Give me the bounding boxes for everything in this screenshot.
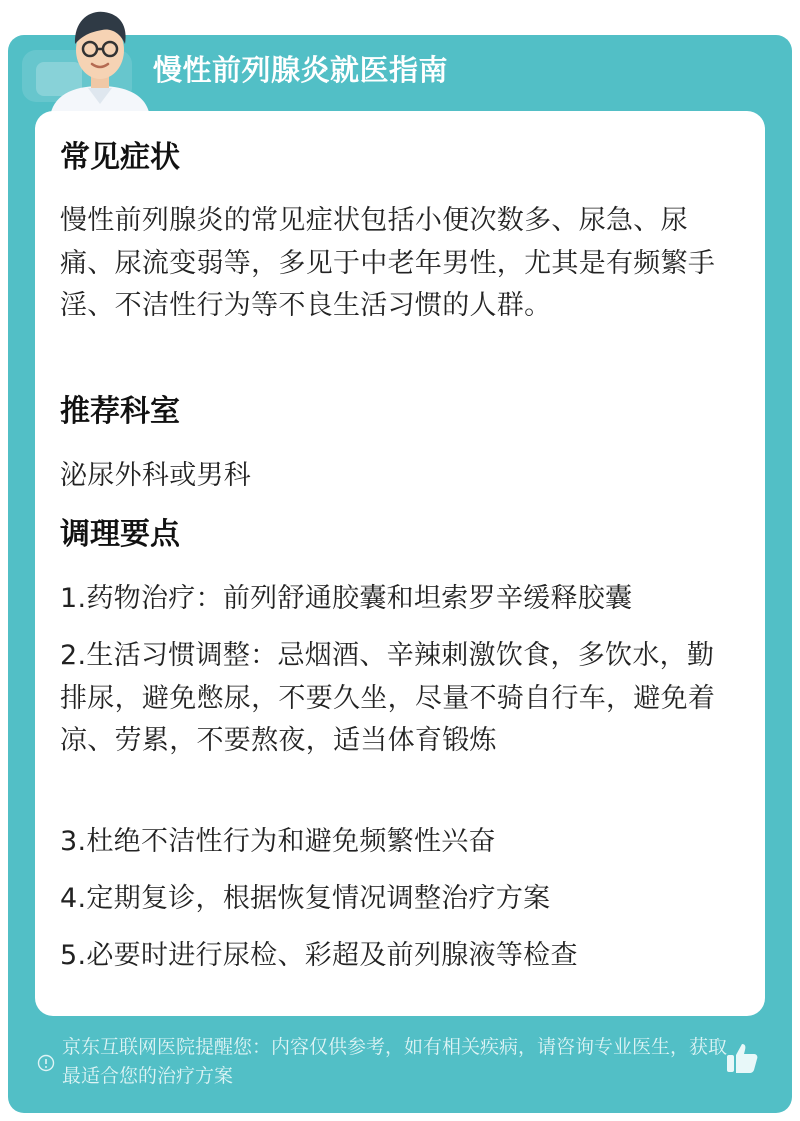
care-item: 2.生活习惯调整：忌烟酒、辛辣刺激饮食，多饮水，勤排尿，避免憋尿，不要久坐，尽量不骑自行车，避免着凉、劳累，不要熬夜，适当体育锻炼 [60,640,716,756]
thumbs-up-icon[interactable] [724,1040,760,1076]
content-card [35,111,765,1016]
disclaimer-text: 京东互联网医院提醒您：内容仅供参考，如有相关疾病，请咨询专业医生，获取最适合您的治疗方案 [62,1036,728,1087]
section-heading-department: 推荐科室 [60,394,180,429]
care-item: 4.定期复诊，根据恢复情况调整治疗方案 [60,883,551,914]
info-icon [37,1054,55,1072]
care-item: 1.药物治疗：前列舒通胶囊和坦索罗辛缓释胶囊 [60,583,633,614]
page-title: 慢性前列腺炎就医指南 [153,53,449,87]
section-heading-care: 调理要点 [60,517,180,552]
section-heading-symptoms: 常见症状 [60,140,180,175]
symptoms-text: 慢性前列腺炎的常见症状包括小便次数多、尿急、尿痛、尿流变弱等，多见于中老年男性，尤其是有频繁手淫、不洁性行为等不良生活习惯的人群。 [60,205,716,321]
care-item: 5.必要时进行尿检、彩超及前列腺液等检查 [60,940,578,971]
department-text: 泌尿外科或男科 [60,460,252,491]
doctor-avatar-icon [40,0,160,118]
care-item: 3.杜绝不洁性行为和避免频繁性兴奋 [60,826,496,857]
